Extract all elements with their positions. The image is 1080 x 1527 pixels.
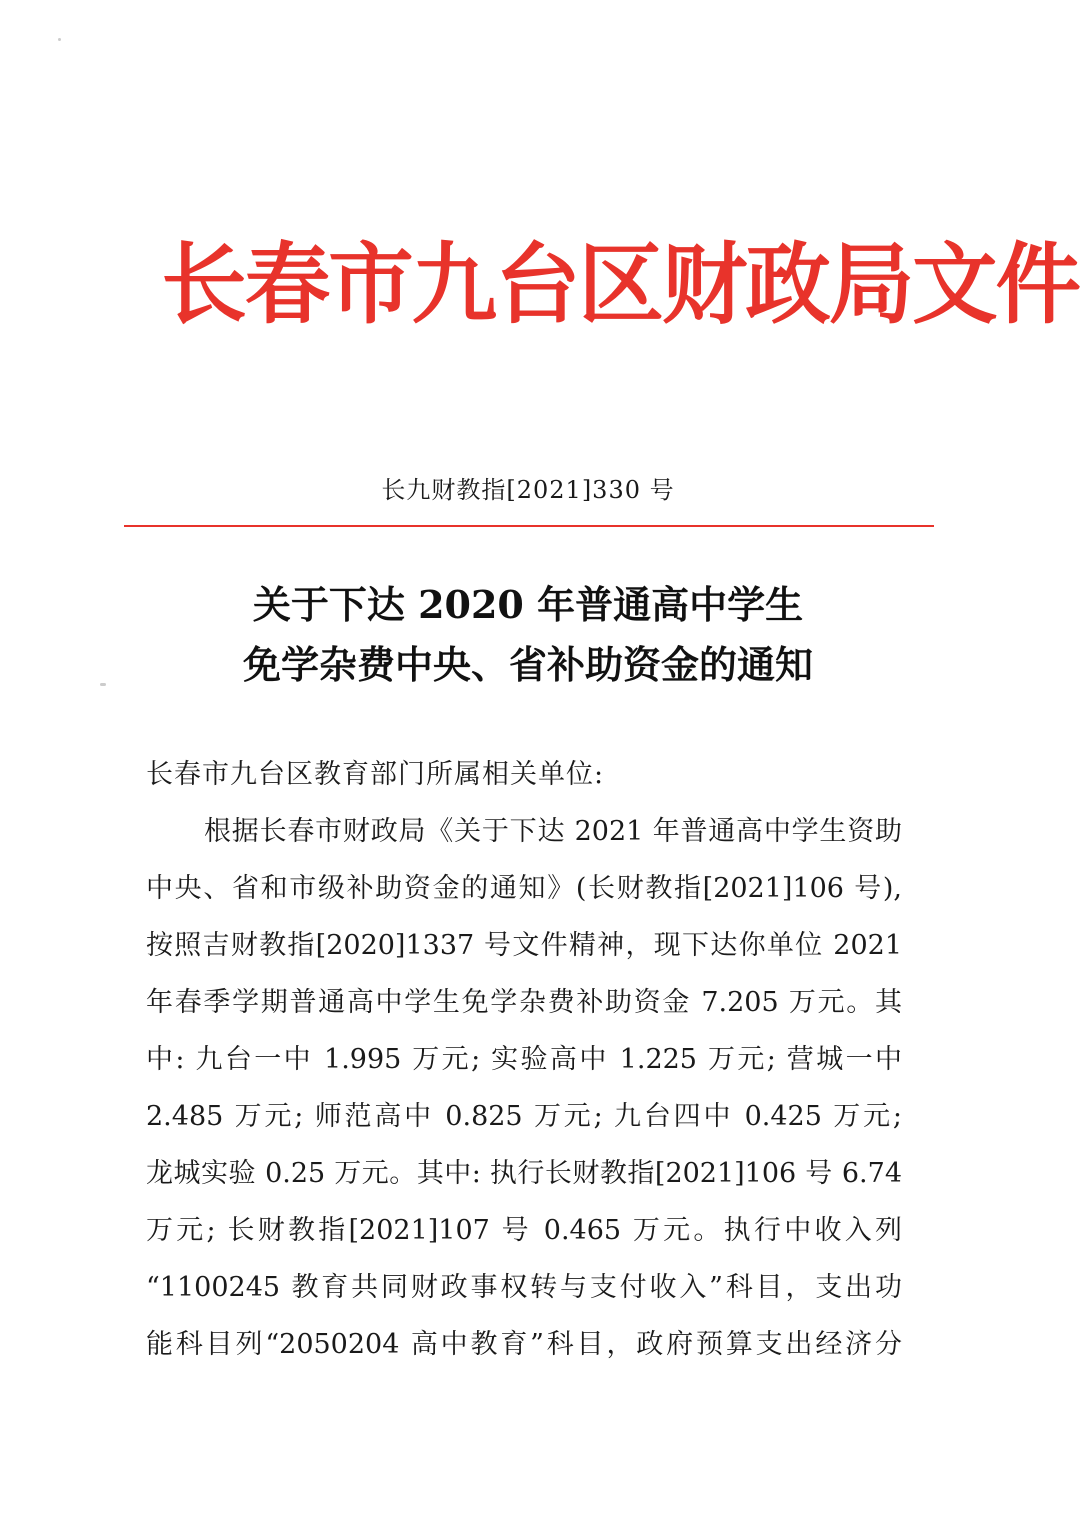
title-line-2: 免学杂费中央、省补助资金的通知	[242, 642, 813, 687]
scan-speck	[58, 38, 61, 41]
body-line: “1100245 教育共同财政事权转与支付收入”科目，支出功	[146, 1272, 902, 1303]
body-paragraph	[146, 803, 902, 1373]
title-line-1: 关于下达 2020 年普通高中学生	[252, 582, 804, 627]
body-line: 中央、省和市级补助资金的通知》(长财教指[2021]106 号),	[146, 873, 902, 904]
document-title	[0, 575, 1056, 695]
body-line: 根据长春市财政局《关于下达 2021 年普通高中学生资助	[204, 816, 902, 847]
red-divider-line	[124, 525, 934, 527]
issuing-authority-header: 长春市九台区财政局文件	[161, 233, 1080, 336]
body-line: 龙城实验 0.25 万元。其中: 执行长财教指[2021]106 号 6.74	[146, 1158, 902, 1189]
body-line: 万元; 长财教指[2021]107 号 0.465 万元。执行中收入列	[146, 1215, 902, 1246]
body-line: 中: 九台一中 1.995 万元; 实验高中 1.225 万元; 营城一中	[146, 1044, 902, 1075]
document-number: 长九财教指[2021]330 号	[381, 476, 675, 504]
body-line: 2.485 万元; 师范高中 0.825 万元; 九台四中 0.425 万元;	[146, 1101, 902, 1132]
body-line: 能科目列“2050204 高中教育”科目，政府预算支出经济分	[146, 1329, 902, 1360]
body-line: 年春季学期普通高中学生免学杂费补助资金 7.205 万元。其	[146, 987, 902, 1018]
addressee: 长春市九台区教育部门所属相关单位:	[146, 759, 605, 790]
body-line: 按照吉财教指[2020]1337 号文件精神，现下达你单位 2021	[146, 930, 902, 961]
